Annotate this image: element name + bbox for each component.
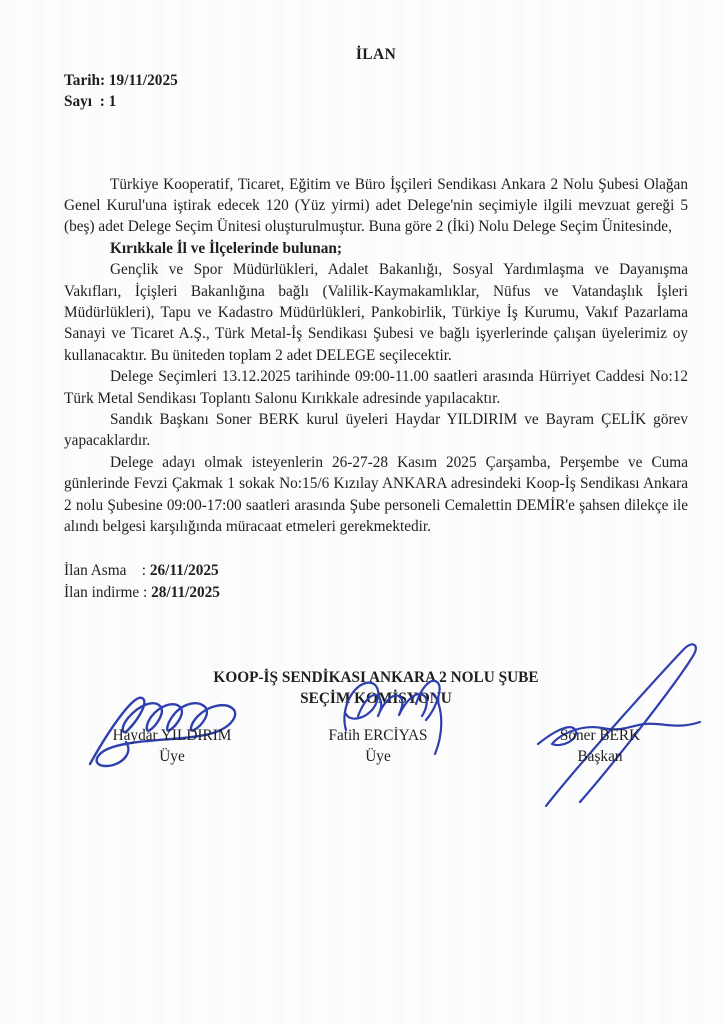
committee-heading-line1: KOOP-İŞ SENDİKASI ANKARA 2 NOLU ŞUBE [213, 669, 539, 687]
signature-block-haydar [82, 726, 262, 767]
signature-name: Fatih ERCİYAS [328, 727, 428, 744]
removal-date-value: 28/11/2025 [151, 583, 220, 601]
number-line: Sayı : 1 [64, 93, 117, 111]
paragraph-officials: Sandık Başkanı Soner BERK kurul üyeleri Haydar YILDIRIM ve Bayram ÇELİK görev yapacaklardır. [64, 410, 688, 450]
subheading-kirikkale: Kırıkkale İl ve İlçelerinde bulunan; [110, 239, 343, 257]
signature-role: Üye [365, 747, 391, 765]
posting-date-line [64, 560, 688, 581]
paragraph-candidacy: Delege adayı olmak isteyenlerin 26-27-28 Kasım 2025 Çarşamba, Perşembe ve Cuma günlerinde Fevzi Çakmak 1 sokak No:15/6 Kızılay ANKARA adresindeki Koop-İş Sendikası Ankara 2 nolu Şubesine 09:00-17:00 saatleri arasında Şube personeli Cemalettin DEMİR'e şahsen dilekçe ile alındı belgesi karşılığında müracaat etmeleri gerekmektedir. [64, 453, 688, 535]
paragraph-intro: Türkiye Kooperatif, Ticaret, Eğitim ve Büro İşçileri Sendikası Ankara 2 Nolu Şubesi Olağan Genel Kurul'una iştirak edecek 120 (Yüz yirmi) adet Delege'nin seçimiyle ilgili mevzuat gereği 5 (beş) adet Delege Seçim Ünitesi oluşturulmuştur. Buna göre 2 (İki) Nolu Delege Seçim Ünitesinde, [64, 175, 688, 236]
posting-date-value: 26/11/2025 [149, 562, 219, 580]
posting-date-label: İlan Asma : [64, 562, 150, 580]
removal-date-label: İlan indirme : [64, 583, 152, 601]
signature-block-soner [510, 726, 690, 767]
date-line: Tarih: 19/11/2025 [64, 71, 178, 89]
document-title: İLAN [355, 46, 397, 63]
committee-heading-line2: SEÇİM KOMİSYONU [300, 690, 452, 708]
committee-heading [64, 667, 688, 709]
signature-role: Başkan [577, 747, 623, 765]
posting-dates [64, 560, 688, 603]
document-body [64, 174, 688, 538]
removal-date-line [64, 582, 688, 603]
signature-block-fatih [288, 726, 468, 767]
signature-role: Üye [159, 747, 185, 765]
paragraph-election-date: Delege Seçimleri 13.12.2025 tarihinde 09:00-11.00 saatleri arasında Hürriyet Caddesi No:12 Türk Metal Sendikası Toplantı Salonu Kırıkkale adresinde yapılacaktır. [64, 368, 688, 407]
signature-name: Soner BERK [559, 727, 641, 744]
soner-berk-signature-icon [518, 636, 720, 812]
paragraph-workplaces: Gençlik ve Spor Müdürlükleri, Adalet Bakanlığı, Sosyal Yardımlaşma ve Dayanışma Vakıfları, İçişleri Bakanlığına bağlı (Valilik-Kaymakamlıklar, Nüfus ve Vatandaşlık İşleri Müdürlükleri), Tapu ve Kadastro Müdürlükleri, Pankobirlik, Türkiye İş Kurumu, Vakıf Pazarlama Sanayi ve Ticaret A.Ş., Türk Metal-İş Sendikası Şubesi ve bağlı işyerlerinde çalışan üyelerimiz oy kullanacaktır. Bu üniteden toplam 2 adet DELEGE seçilecektir. [64, 261, 688, 364]
signature-name: Haydar YILDIRIM [112, 727, 232, 744]
